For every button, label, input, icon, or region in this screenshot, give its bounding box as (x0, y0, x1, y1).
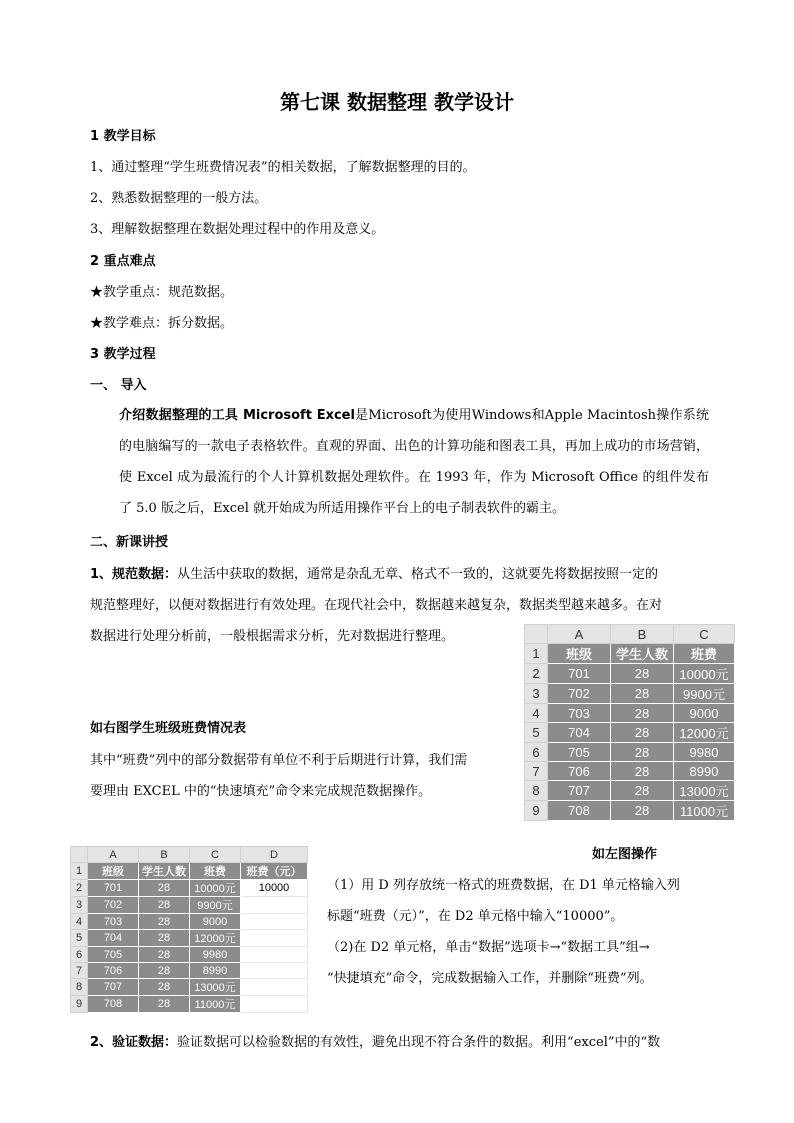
table-cell (241, 947, 308, 963)
table-cell: 9000 (674, 704, 735, 723)
class-fee-sheet-right (524, 624, 735, 821)
key-point: ★教学重点：规范数据。 (90, 285, 234, 300)
table-cell: 708 (88, 996, 139, 1013)
table-cell: 28 (139, 963, 190, 979)
table-cell: 701 (548, 664, 611, 684)
row-header: 4 (525, 704, 548, 723)
table-cell (241, 914, 308, 930)
table-cell (241, 996, 308, 1013)
row-header: 1 (71, 863, 88, 880)
table-cell: 28 (611, 723, 674, 743)
table-cell: 706 (548, 762, 611, 781)
table-cell: 706 (88, 963, 139, 979)
verify-paragraph-line (90, 1031, 660, 1050)
column-header: C (190, 847, 241, 863)
verify-text: 验证数据可以检验数据的有效性，避免出现不符合条件的数据。利用“excel”中的“数 (177, 1035, 661, 1050)
table-cell: 班级 (548, 644, 611, 664)
table-cell: 10000元 (190, 880, 241, 897)
intro-paragraph (119, 400, 709, 524)
table-cell: 28 (139, 897, 190, 914)
norm-paragraph-line (90, 563, 658, 582)
table-cell: 705 (88, 947, 139, 963)
section-heading-goals: 1 教学目标 (90, 129, 156, 144)
sheet-corner (71, 847, 88, 863)
table-cell (241, 897, 308, 914)
table-cell: 12000元 (674, 723, 735, 743)
row-header: 6 (525, 743, 548, 762)
page-title: 第七课 数据整理 教学设计 (280, 90, 514, 114)
table-cell: 701 (88, 880, 139, 897)
table-cell (241, 979, 308, 996)
table-cell: 704 (548, 723, 611, 743)
column-header: D (241, 847, 308, 863)
step-text: 标题“班费（元）”，在 D2 单元格中输入“10000”。 (327, 909, 624, 924)
table-cell: 班费 (674, 644, 735, 664)
difficulty-point: ★教学难点：拆分数据。 (90, 316, 234, 331)
table-cell: 9900元 (190, 897, 241, 914)
goal-item: 2、熟悉数据整理的一般方法。 (90, 191, 268, 206)
column-header: C (674, 625, 735, 644)
table-cell: 28 (139, 914, 190, 930)
intro-bold-text: 介绍数据整理的工具 Microsoft Excel (119, 408, 355, 423)
left-figure-caption: 如左图操作 (592, 847, 658, 862)
row-header: 7 (525, 762, 548, 781)
row-header: 1 (525, 644, 548, 664)
goal-item: 3、理解数据整理在数据处理过程中的作用及意义。 (90, 222, 385, 237)
row-header: 2 (525, 664, 548, 684)
goal-item: 1、通过整理“学生班费情况表”的相关数据，了解数据整理的目的。 (90, 160, 476, 175)
table-cell: 学生人数 (611, 644, 674, 664)
table-cell: 703 (548, 704, 611, 723)
column-header: B (611, 625, 674, 644)
row-header: 3 (525, 684, 548, 704)
table-cell: 班费（元） (241, 863, 308, 880)
row-header: 5 (71, 930, 88, 947)
table-cell: 702 (548, 684, 611, 704)
table-cell: 28 (139, 979, 190, 996)
table-cell: 9980 (674, 743, 735, 762)
norm-label: 1、规范数据： (90, 567, 178, 582)
table-cell: 28 (139, 930, 190, 947)
table-cell: 28 (139, 947, 190, 963)
table-cell: 28 (611, 801, 674, 821)
row-header: 9 (71, 996, 88, 1013)
table-cell: 8990 (190, 963, 241, 979)
table-cell: 9980 (190, 947, 241, 963)
table-cell: 12000元 (190, 930, 241, 947)
table-cell: 704 (88, 930, 139, 947)
right-figure-caption: 如右图学生班级班费情况表 (90, 721, 247, 736)
row-header: 7 (71, 963, 88, 979)
row-header: 5 (525, 723, 548, 743)
table-cell: 708 (548, 801, 611, 821)
section-heading-key-points: 2 重点难点 (90, 254, 156, 269)
norm-paragraph-line: 规范整理好，以便对数据进行有效处理。在现代社会中，数据越来越复杂，数据类型越来越多。在对 (90, 598, 663, 613)
table-cell: 702 (88, 897, 139, 914)
table-cell: 703 (88, 914, 139, 930)
table-cell: 13000元 (674, 781, 735, 801)
table-cell: 28 (139, 880, 190, 897)
table-cell: 班费 (190, 863, 241, 880)
step-text: （1）用 D 列存放统一格式的班费数据，在 D1 单元格输入列 (327, 878, 680, 893)
part-heading-intro: 一、 导入 (90, 378, 147, 393)
intro-body-text: 是Microsoft为使用Windows和Apple Macintosh操作系统的电脑编写的一款电子表格软件。直观的界面、出色的计算功能和图表工具，再加上成功的市场营销，使 Excel 成为最流行的个人计算机数据处理软件。在 1993 年，作为 Microsoft Office 的组件发布了 5.0 版之后，Excel 就开始成为所适用操作平台上的电子制表软件的霸主。 (119, 408, 709, 516)
table-cell: 10000元 (674, 664, 735, 684)
table-cell: 707 (88, 979, 139, 996)
section-heading-process: 3 教学过程 (90, 347, 156, 362)
table-cell: 28 (611, 704, 674, 723)
part-heading-new-lesson: 二、新课讲授 (90, 535, 169, 550)
table-cell: 707 (548, 781, 611, 801)
table-cell (241, 963, 308, 979)
row-header: 9 (525, 801, 548, 821)
table-cell: 班级 (88, 863, 139, 880)
right-figure-desc: 其中“班费”列中的部分数据带有单位不利于后期进行计算，我们需 (90, 753, 468, 768)
row-header: 8 (525, 781, 548, 801)
table-cell: 13000元 (190, 979, 241, 996)
column-header: A (548, 625, 611, 644)
table-cell: 28 (611, 743, 674, 762)
table-cell: 28 (139, 996, 190, 1013)
column-header: B (139, 847, 190, 863)
table-cell: 8990 (674, 762, 735, 781)
step-text: “快捷填充”命令，完成数据输入工作，并删除“班费”列。 (327, 971, 653, 986)
right-figure-desc: 要理由 EXCEL 中的“快速填充”命令来完成规范数据操作。 (90, 784, 432, 799)
step-text: （2)在 D2 单元格，单击“数据”选项卡→“数据工具”组→ (327, 940, 650, 955)
row-header: 8 (71, 979, 88, 996)
verify-label: 2、验证数据： (90, 1035, 178, 1050)
table-cell: 28 (611, 684, 674, 704)
table-cell: 28 (611, 664, 674, 684)
row-header: 4 (71, 914, 88, 930)
table-cell: 学生人数 (139, 863, 190, 880)
class-fee-sheet-left (70, 846, 308, 1013)
row-header: 3 (71, 897, 88, 914)
table-cell: 705 (548, 743, 611, 762)
norm-paragraph-line: 数据进行处理分析前，一般根据需求分析，先对数据进行整理。 (90, 629, 455, 644)
table-cell (241, 930, 308, 947)
sheet-corner (525, 625, 548, 644)
table-cell: 11000元 (190, 996, 241, 1013)
table-cell: 9000 (190, 914, 241, 930)
column-header: A (88, 847, 139, 863)
table-cell: 11000元 (674, 801, 735, 821)
norm-text: 从生活中获取的数据，通常是杂乱无章、格式不一致的，这就要先将数据按照一定的 (177, 567, 659, 582)
table-cell: 28 (611, 781, 674, 801)
row-header: 6 (71, 947, 88, 963)
row-header: 2 (71, 880, 88, 897)
table-cell: 10000 (241, 880, 308, 897)
table-cell: 9900元 (674, 684, 735, 704)
table-cell: 28 (611, 762, 674, 781)
